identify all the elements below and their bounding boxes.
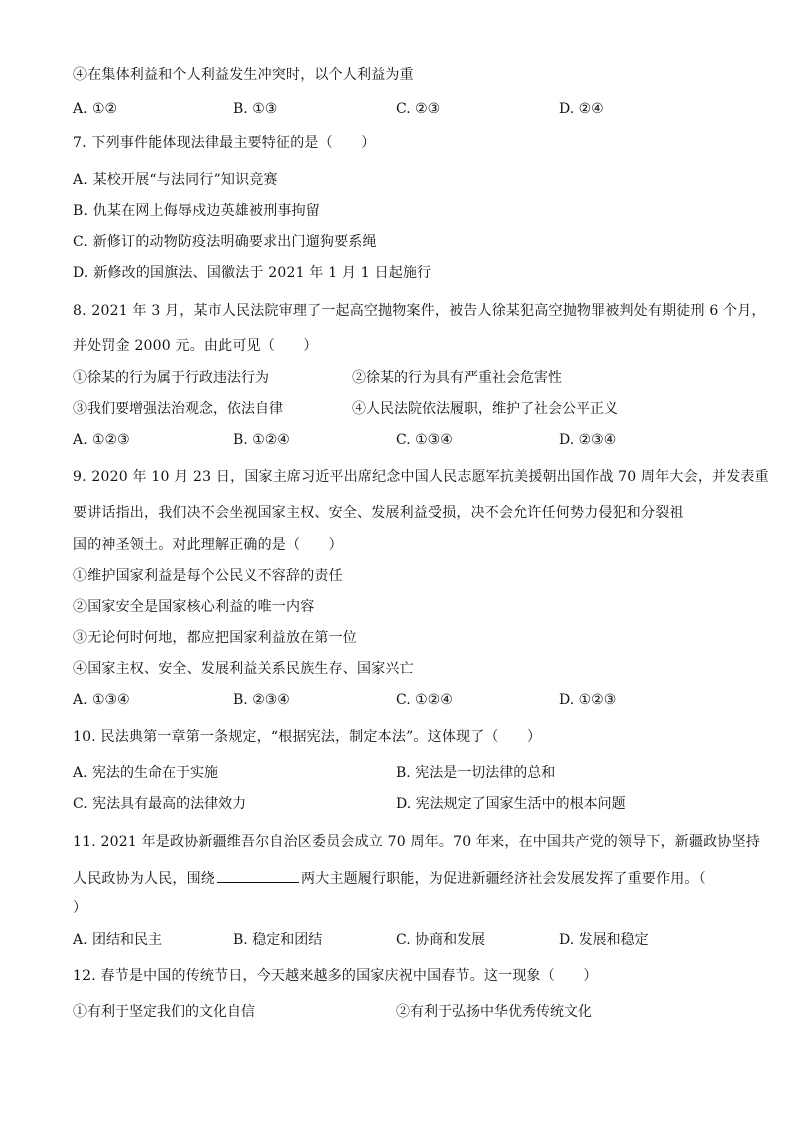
q7-option-c: C. 新修订的动物防疫法明确要求出门遛狗要系绳 xyxy=(73,234,377,250)
q9-option-d: D. ①②③ xyxy=(559,692,617,708)
q10-option-c: C. 宪法具有最高的法律效力 xyxy=(73,796,247,812)
q11-option-c: C. 协商和发展 xyxy=(396,932,486,948)
q8-statement-2: ②徐某的行为具有严重社会危害性 xyxy=(352,370,562,386)
q8-option-a: A. ①②③ xyxy=(73,432,130,448)
q12-stem: 12. 春节是中国的传统节日，今天越来越多的国家庆祝中国春节。这一现象（ ） xyxy=(73,968,598,984)
q8-statement-4: ④人民法院依法履职，维护了社会公平正义 xyxy=(352,401,618,417)
q7-option-a: A. 某校开展“与法同行”知识竞赛 xyxy=(73,172,278,188)
q9-stem-line3: 国的神圣领土。对此理解正确的是（ ） xyxy=(73,537,343,553)
q9-option-c: C. ①②④ xyxy=(396,692,453,708)
q11-stem-line2-before: 人民政协为人民，围绕 xyxy=(73,871,215,887)
q8-statement-1: ①徐某的行为属于行政违法行为 xyxy=(73,370,269,386)
q9-stem-line1: 9. 2020 年 10 月 23 日，国家主席习近平出席纪念中国人民志愿军抗美援朝出国作战 70 周年大会，并发表重 xyxy=(73,469,769,485)
q11-stem-line1: 11. 2021 年是政协新疆维吾尔自治区委员会成立 70 周年。70 年来，在中国共产党的领导下，新疆政协坚持 xyxy=(73,834,760,850)
q10-option-d: D. 宪法规定了国家生活中的根本问题 xyxy=(396,796,626,812)
q11-option-b: B. 稳定和团结 xyxy=(233,932,323,948)
q8-option-d: D. ②③④ xyxy=(559,432,617,448)
q6-statement-4: ④在集体利益和个人利益发生冲突时，以个人利益为重 xyxy=(73,67,414,83)
q8-option-b: B. ①②④ xyxy=(233,432,290,448)
q11-option-a: A. 团结和民主 xyxy=(73,932,163,948)
q7-stem: 7. 下列事件能体现法律最主要特征的是（ ） xyxy=(73,135,376,151)
q10-stem: 10. 民法典第一章第一条规定，“根据宪法，制定本法”。这体现了（ ） xyxy=(73,729,542,745)
q6-option-d: D. ②④ xyxy=(559,101,604,117)
q7-option-b: B. 仇某在网上侮辱戍边英雄被刑事拘留 xyxy=(73,203,320,219)
q8-statement-3: ③我们要增强法治观念，依法自律 xyxy=(73,401,283,417)
q9-option-b: B. ②③④ xyxy=(233,692,290,708)
q8-stem-line2: 并处罚金 2000 元。由此可见（ ） xyxy=(73,338,318,354)
q9-statement-3: ③无论何时何地，都应把国家利益放在第一位 xyxy=(73,630,357,646)
q11-stem-line2-after: 两大主题履行职能，为促进新疆经济社会发展发挥了重要作用。（ xyxy=(301,871,706,887)
q9-statement-4: ④国家主权、安全、发展利益关系民族生存、国家兴亡 xyxy=(73,661,414,677)
q10-option-b: B. 宪法是一切法律的总和 xyxy=(396,765,556,781)
q11-stem-line3: ） xyxy=(73,900,88,916)
q11-stem-line2 xyxy=(73,868,706,888)
q6-option-a: A. ①② xyxy=(73,101,118,117)
q11-option-d: D. 发展和稳定 xyxy=(559,932,649,948)
q8-stem-line1: 8. 2021 年 3 月，某市人民法院审理了一起高空抛物案件，被告人徐某犯高空抛物罪被判处有期徒刑 6 个月， xyxy=(73,303,766,319)
q11-fill-blank xyxy=(217,868,299,883)
q12-statement-1: ①有利于坚定我们的文化自信 xyxy=(73,1004,255,1020)
q8-option-c: C. ①③④ xyxy=(396,432,453,448)
q6-option-c: C. ②③ xyxy=(396,101,441,117)
q9-statement-2: ②国家安全是国家核心利益的唯一内容 xyxy=(73,599,315,615)
q10-option-a: A. 宪法的生命在于实施 xyxy=(73,765,219,781)
q9-stem-line2: 要讲话指出，我们决不会坐视国家主权、安全、发展利益受损，决不会允许任何势力侵犯和分裂祖 xyxy=(73,505,684,521)
q7-option-d: D. 新修改的国旗法、国徽法于 2021 年 1 月 1 日起施行 xyxy=(73,265,432,281)
q9-statement-1: ①维护国家利益是每个公民义不容辞的责任 xyxy=(73,568,343,584)
q12-statement-2: ②有利于弘扬中华优秀传统文化 xyxy=(396,1004,592,1020)
q9-option-a: A. ①③④ xyxy=(73,692,130,708)
q6-option-b: B. ①③ xyxy=(233,101,278,117)
